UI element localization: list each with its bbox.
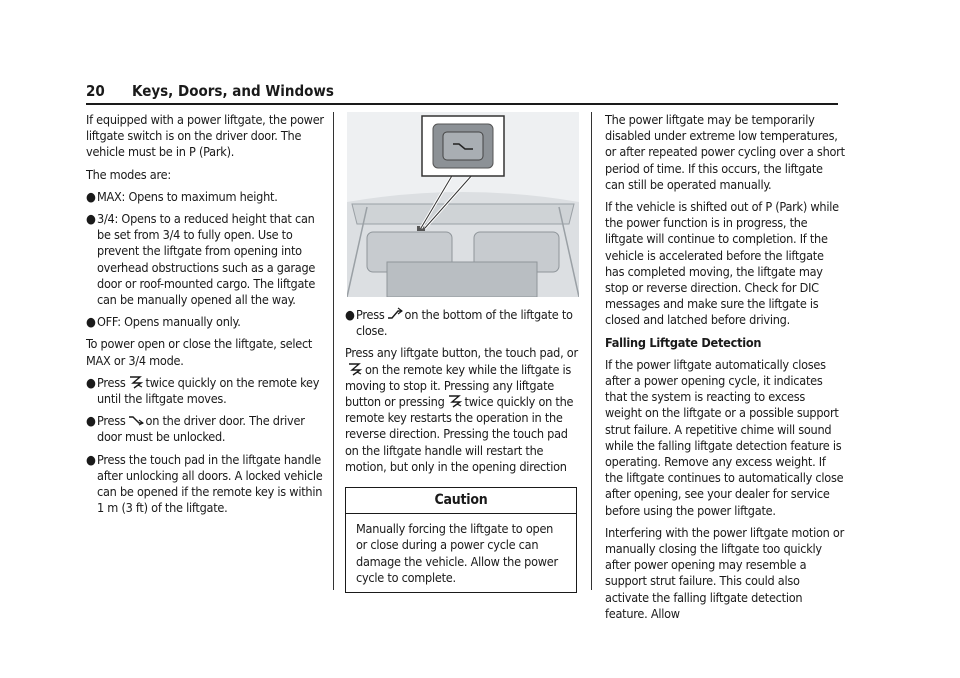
page-number: 20: [86, 82, 105, 100]
list-item: ● MAX: Opens to maximum height.: [86, 188, 278, 204]
paragraph: The power liftgate may be temporarily disabled under extreme low temperatures, or after repeated power cycling over a short period of time. If this occurs, the liftgate can still be operated manually.: [605, 112, 845, 192]
bullet-icon: ●: [86, 413, 96, 429]
list-item: ● Press on the bottom of the liftgate to close.: [345, 307, 573, 339]
caution-box: [345, 487, 577, 593]
caution-title: Caution: [346, 488, 576, 514]
page-header: [86, 82, 838, 104]
bullet-icon: ●: [86, 211, 96, 227]
bullet-icon: ●: [86, 188, 96, 204]
bullet-icon: ●: [345, 307, 355, 322]
paragraph: If equipped with a power liftgate, the power liftgate switch is on the driver door. The vehicle must be in P (Park).: [86, 112, 324, 160]
list-item: ● 3/4: Opens to a reduced height that can be set from 3/4 to fully open. Use to prevent the liftgate from opening into overhead obstructions such as a garage door or roof-mounted cargo. The liftgate can be manually opened all the way.: [86, 211, 316, 308]
liftgate-switch-icon: [128, 413, 144, 427]
caution-body: Manually forcing the liftgate to open or close during a power cycle can damage the vehicle. Allow the power cycle to complete.: [356, 521, 558, 585]
section-title: Keys, Doors, and Windows: [132, 82, 334, 100]
column-1: [86, 112, 324, 522]
list-item: ● Press on the driver door. The driver door must be unlocked.: [86, 413, 305, 445]
remote-key-liftgate-icon: [128, 375, 144, 389]
paragraph: If the vehicle is shifted out of P (Park) while the power function is in progress, the liftgate will continue to completion. If the vehicle is accelerated before the liftgate has completed moving, the liftgate may stop or reverse direction. Check for DIC messages and make sure the liftgate is closed and latched before driving.: [605, 199, 839, 328]
column-divider: [591, 112, 592, 590]
subheading: Falling Liftgate Detection: [605, 334, 762, 350]
liftgate-close-icon: [387, 307, 403, 321]
remote-key-liftgate-icon: [447, 394, 463, 408]
column-divider: [333, 112, 334, 590]
column-3: [605, 112, 845, 628]
paragraph: To power open or close the liftgate, select MAX or 3/4 mode.: [86, 336, 313, 368]
bullet-icon: ●: [86, 374, 96, 390]
paragraph: Press any liftgate button, the touch pad, or on the remote key while the liftgate is moving to stop it. Pressing any liftgate button or pressing twice quickly on the remote key restarts the operation in the reverse direction. Pressing the touch pad on the liftgate handle will restart the motion, but only in the opening direction: [345, 345, 578, 474]
liftgate-switch-illustration: [347, 112, 579, 297]
paragraph: If the power liftgate automatically closes after a power opening cycle, it indicates that the system is reacting to excess weight on the liftgate or a possible support strut failure. A repetitive chime will sound while the falling liftgate detection feature is operating. Remove any excess weight. If the liftgate continues to automatically close after opening, see your dealer for service before using the power liftgate.: [605, 356, 844, 518]
paragraph: Interfering with the power liftgate motion or manually closing the liftgate too quickly after power opening may resemble a support strut failure. This could also activate the falling liftgate detection feature. Allow: [605, 524, 845, 621]
list-item: ● Press twice quickly on the remote key until the liftgate moves.: [86, 374, 320, 407]
bullet-icon: ●: [86, 314, 96, 330]
list-item: ● Press the touch pad in the liftgate handle after unlocking all doors. A locked vehicle can be opened if the remote key is within 1 m (3 ft) of the liftgate.: [86, 451, 323, 516]
paragraph: The modes are:: [86, 166, 171, 182]
bullet-icon: ●: [86, 451, 96, 467]
remote-key-liftgate-icon: [347, 362, 363, 376]
column-2: [345, 112, 580, 593]
list-item: ● OFF: Opens manually only.: [86, 314, 241, 330]
header-rule: [86, 103, 838, 105]
